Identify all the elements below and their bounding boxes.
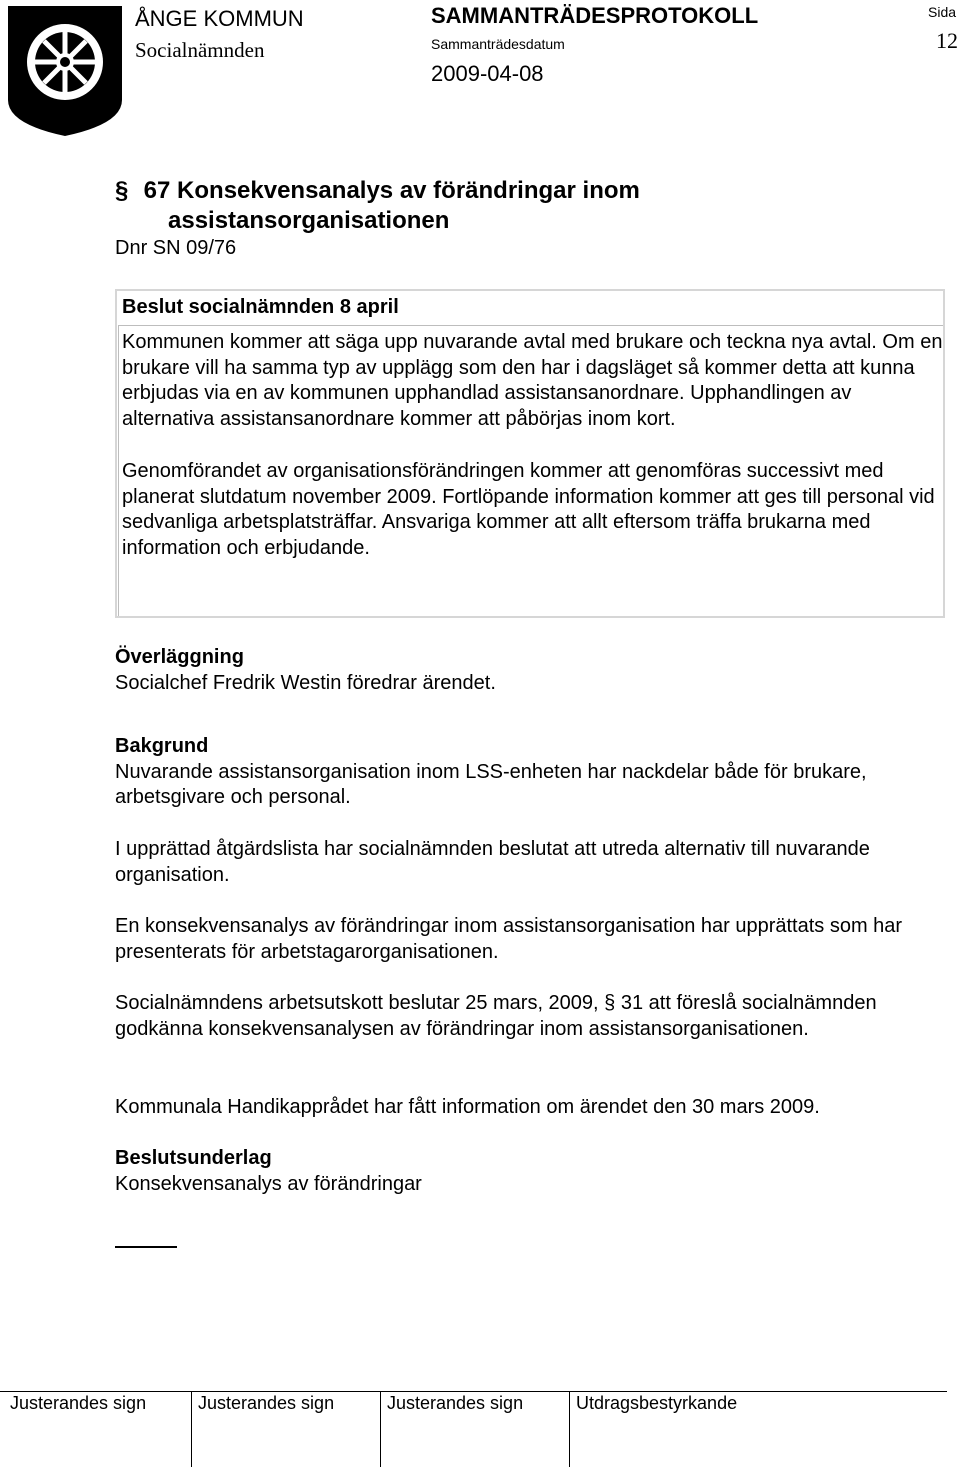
municipality-logo-icon: [6, 4, 124, 138]
deliberation-text: Socialchef Fredrik Westin föredrar ärendet.: [115, 671, 496, 694]
paragraph-symbol: §: [604, 992, 616, 1014]
footer-sign-2: Justerandes sign: [198, 1393, 335, 1413]
footer-sign-1: Justerandes sign: [10, 1393, 147, 1413]
background-paragraph-4: [115, 991, 915, 1042]
decision-paragraph-1: Kommunen kommer att säga upp nuvarande avtal med brukare och teckna nya avtal. Om en brukare vill ha samma typ av upplägg som den har i dagsläget så kommer detta att kunna erbjudas via en av kommunen upphandlad assistansanordnare. Upphandlingen av alternativa assistansanordnare kommer att påbörjas inom kort.: [122, 331, 943, 431]
basis-heading: Beslutsunderlag: [115, 1147, 272, 1169]
date-label: Sammanträdesdatum: [431, 36, 565, 52]
footer-sign-3: Justerandes sign: [387, 1393, 524, 1413]
end-rule: [115, 1246, 177, 1248]
background-p4-pre: Socialnämndens arbetsutskott beslutar 25 mars, 2009,: [115, 992, 599, 1014]
decision-body: [122, 330, 944, 588]
section-title: [115, 176, 915, 236]
footer-divider: [569, 1391, 570, 1467]
footer-certified: Utdragsbestyrkande: [576, 1393, 738, 1413]
diary-number: Dnr SN 09/76: [115, 237, 237, 259]
basis-section: [115, 1146, 915, 1197]
footer-divider: [380, 1391, 381, 1467]
decision-heading: Beslut socialnämnden 8 april: [122, 296, 399, 318]
background-heading: Bakgrund: [115, 735, 209, 757]
background-paragraph-1: Nuvarande assistansorganisation inom LSS-enheten har nackdelar både för brukare, arbetsgivare och personal.: [115, 760, 867, 809]
meeting-date: 2009-04-08: [431, 61, 544, 86]
decision-paragraph-2: Genomförandet av organisationsförändringen kommer att genomföras successivt med planerat slutdatum november 2009. Fortlöpande information kommer att ges till personal vid sedvanliga arbetsplatsträffar. Ansvariga kommer att allt eftersom träffa brukarna med information och erbjudande.: [122, 459, 935, 559]
background-section: [115, 734, 915, 811]
basis-text: Konsekvensanalys av förändringar: [115, 1172, 422, 1195]
background-p4-post: 31 att föreslå socialnämnden godkänna konsekvensanalysen av förändringar inom assistansorganisationen.: [115, 992, 877, 1040]
section-title-line2: assistansorganisationen: [168, 207, 450, 234]
page-label: Sida: [928, 4, 957, 20]
organization-name: ÅNGE KOMMUN: [135, 6, 304, 31]
section-symbol: §: [115, 177, 129, 204]
background-paragraph-5: Kommunala Handikapprådet har fått information om ärendet den 30 mars 2009.: [115, 1096, 820, 1118]
department-name: Socialnämnden: [135, 38, 265, 62]
footer-divider: [191, 1391, 192, 1467]
document-title: SAMMANTRÄDESPROTOKOLL: [431, 3, 759, 28]
page-number: 12: [936, 28, 958, 53]
background-paragraph-2: I upprättad åtgärdslista har socialnämnden beslutat att utreda alternativ till nuvarande organisation.: [115, 838, 870, 886]
deliberation-heading: Överläggning: [115, 646, 244, 668]
section-title-line1: 67 Konsekvensanalys av förändringar inom: [143, 177, 640, 204]
deliberation-section: [115, 645, 915, 696]
background-paragraph-3: En konsekvensanalys av förändringar inom assistansorganisation har upprättats som har presenterats för arbetstagarorganisationen.: [115, 915, 903, 963]
footer-rule: [0, 1391, 947, 1392]
